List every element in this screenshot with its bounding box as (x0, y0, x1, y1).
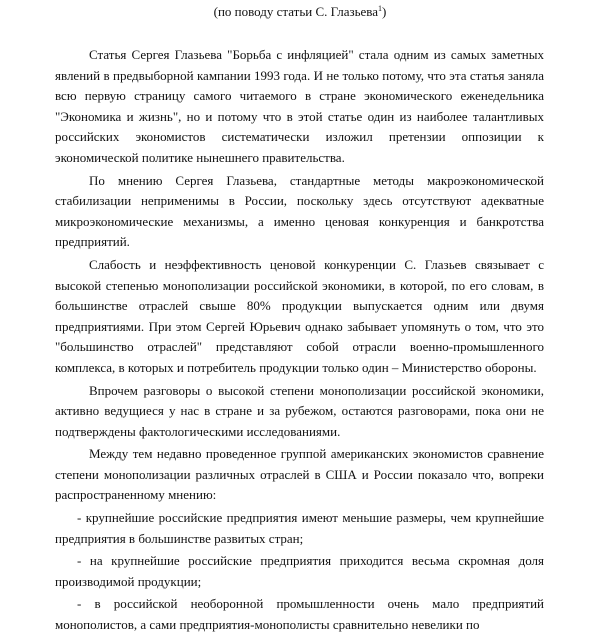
article-subtitle (0, 3, 600, 20)
paragraph: Слабость и неэффективность ценовой конкуренции С. Глазьев связывает с высокой степенью монополизации российской экономики, в которой, по его словам, в большинстве отраслей свыше 80% продукции выпускается одним или двумя предприятиями. При этом Сергей Юрьевич однако забывает упомянуть о том, что это "большинство отраслей" представляют собой отрасли военно-промышленного комплекса, в которых и потребитель продукции только один – Министерство обороны. (55, 256, 544, 375)
list-item: - на крупнейшие российские предприятия приходится весьма скромная доля производимой продукции; (55, 553, 544, 589)
paragraph: Между тем недавно проведенное группой американских экономистов сравнение степени монополизации различных отраслей в США и России показало что, вопреки распространенному мнению: (55, 446, 544, 503)
subtitle-text: (по поводу статьи С. Глазьева (213, 4, 379, 19)
list-item: - крупнейшие российские предприятия имеют меньшие размеры, чем крупнейшие предприятия в большинстве развитых стран; (55, 510, 544, 546)
footnote-mark[interactable]: 1 (378, 4, 383, 13)
subtitle-close: ) (382, 4, 387, 19)
article-body (55, 45, 544, 638)
list-item: - в российской необоронной промышленности очень мало предприятий монополистов, а сами предприятия-монополисты сравнительно невелики по (55, 596, 544, 633)
paragraph: По мнению Сергея Глазьева, стандартные методы макроэкономической стабилизации неприменимы в России, поскольку здесь отсутствуют адекватные микроэкономические механизмы, а именно ценовая конкуренция и банкротства предприятий. (55, 172, 544, 250)
paragraph: Статья Сергея Глазьева "Борьба с инфляцией" стала одним из самых заметных явлений в предвыборной кампании 1993 года. И не только потому, что эта статья заняла всю первую страницу самого читаемого в стране экономического еженедельника "Экономика и жизнь", но и потому что в этой статье один из наиболее талантливых российских экономистов систематически изложил претензии оппозиции к экономической политике нынешнего правительства. (55, 47, 544, 165)
paragraph: Впрочем разговоры о высокой степени монополизации российской экономики, активно ведущиеся у нас в стране и за рубежом, остаются разговорами, пока они не подтверждены фактологическими исследованиями. (55, 382, 544, 439)
